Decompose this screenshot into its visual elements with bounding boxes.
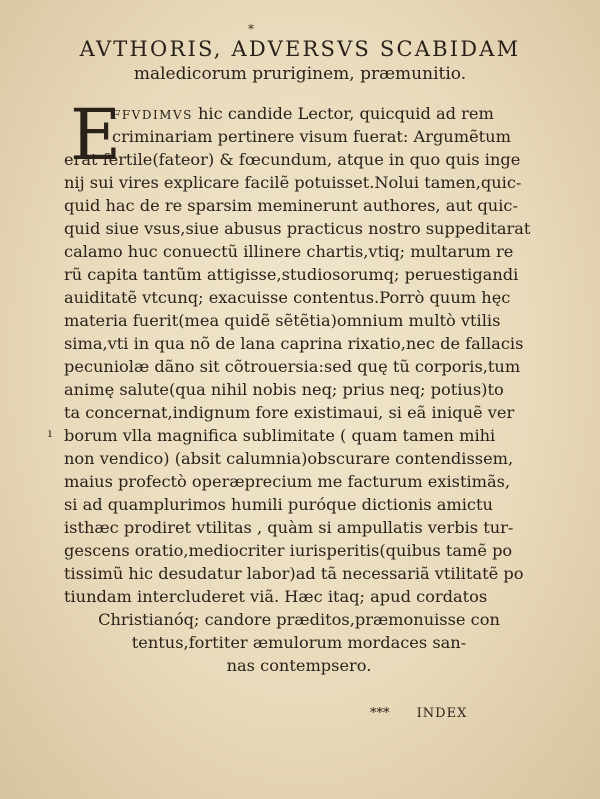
text-line-content: hic candide Lector, quicquid ad rem	[192, 104, 494, 123]
text-line: auiditatẽ vtcunq; exacuisse contentus.Porrò quum hęc	[64, 288, 511, 307]
text-line: materia fuerit(mea quidẽ sẽtẽtia)omnium multò vtilis	[64, 311, 501, 330]
text-line: gescens oratio,mediocriter iurisperitis(quibus tamẽ po	[64, 541, 513, 560]
text-line: criminariam pertinere visum fuerat: Argumẽtum	[112, 127, 511, 146]
text-line: nij sui vires explicare facilẽ potuisset.Nolui tamen,quic-	[64, 173, 522, 192]
page-footer	[370, 706, 467, 721]
text-line: ta concernat,indignum fore existimaui, si eã iniquẽ ver	[64, 403, 515, 422]
closing-line: nas contempsero.	[226, 656, 372, 675]
text-line: quid hac de re sparsim meminerunt authores, aut quic-	[64, 196, 518, 215]
text-line: sima,vti in qua nõ de lana caprina rixatio,nec de fallacis	[64, 334, 524, 353]
text-line: rũ capita tantũm attigisse,studiosorumq; peruestigandi	[64, 265, 519, 284]
heading-line-1: AVTHORIS, ADVERSVS SCABIDAM	[79, 37, 521, 61]
text-line: pecuniolæ dãno sit cõtrouersia:sed quę tũ corporis,tum	[64, 357, 521, 376]
text-line: animę salute(qua nihil nobis neq; prius neq; potius)to	[64, 380, 504, 399]
closing-line: tentus,fortiter æmulorum mordaces san-	[131, 633, 467, 652]
first-word-smallcaps: FFVDIMVS	[112, 108, 193, 122]
drop-cap-initial: E	[70, 94, 122, 176]
text-line: tiundam intercluderet viã. Hæc itaq; apud cordatos	[64, 587, 488, 606]
ornament: ***	[370, 706, 390, 721]
body-text	[64, 94, 534, 677]
page-heading	[40, 36, 560, 85]
text-line: calamo huc conuectũ illinere chartis,vtiq; multarum re	[64, 242, 514, 261]
heading-line-2: maledicorum pruriginem, præmunitio.	[133, 64, 467, 84]
text-line: si ad quamplurimos humili puróque dictionis amictu	[64, 495, 493, 514]
text-line: non vendico) (absit calumnia)obscurare contendissem,	[64, 449, 514, 468]
catchword: INDEX	[416, 706, 468, 721]
text-line: tissimũ hic desudatur labor)ad tã necessariã vtilitatẽ po	[64, 564, 524, 583]
closing-line: Christianóq; candore præditos,præmonuisse con	[98, 610, 500, 629]
text-line	[64, 102, 534, 125]
text-line: isthæc prodiret vtilitas , quàm si ampullatis verbis tur-	[64, 518, 514, 537]
text-line: erat fertile(fateor) & fœcundum, atque in quo quis inge	[64, 150, 521, 169]
margin-mark: ı	[48, 426, 52, 440]
top-mark: *	[248, 22, 254, 36]
text-line: maius profectò operæprecium me facturum existimãs,	[64, 472, 511, 491]
text-line: borum vlla magnifica sublimitate ( quam tamen mihi	[64, 426, 496, 445]
text-line: quid siue vsus,siue abusus practicus nostro suppeditarat	[64, 219, 531, 238]
